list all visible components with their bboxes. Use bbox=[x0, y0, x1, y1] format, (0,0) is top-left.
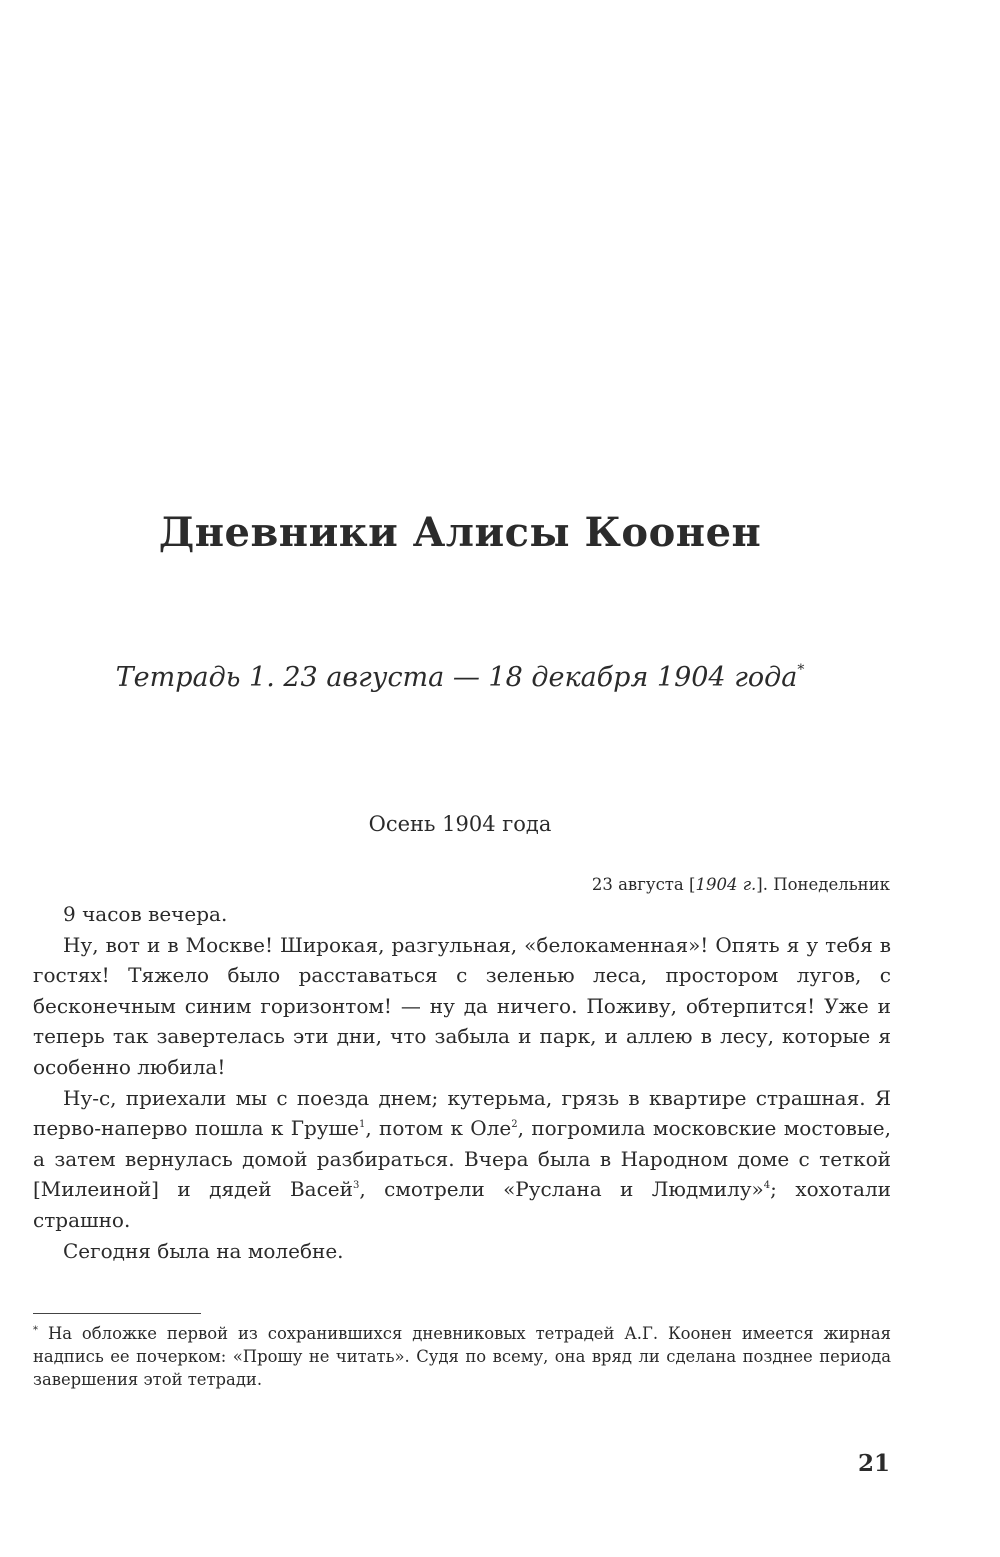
footnote-divider bbox=[33, 1313, 201, 1314]
paragraph-text: ; хохотали страшно. bbox=[33, 1177, 891, 1232]
paragraph-text: , потом к Оле bbox=[365, 1116, 512, 1141]
notebook-subtitle bbox=[0, 662, 920, 693]
paragraph-text: Ну-с, приехали мы с поезда днем; кутерьма, грязь в квартире страшная. Я перво-наперво пошла к Груше bbox=[33, 1085, 891, 1141]
footnote-ref-2[interactable]: 2 bbox=[511, 1119, 518, 1131]
paragraph-first-day bbox=[33, 1083, 891, 1236]
paragraph-time: 9 часов вечера. bbox=[63, 902, 228, 926]
footnote bbox=[33, 1322, 891, 1391]
subtitle-footnote-mark: * bbox=[797, 662, 805, 678]
page-title: Дневники Алисы Коонен bbox=[158, 508, 762, 556]
section-heading: Осень 1904 года bbox=[368, 812, 552, 836]
dateline-date: 23 августа [ bbox=[591, 875, 696, 894]
entry-dateline bbox=[592, 875, 890, 894]
page-number: 21 bbox=[857, 1450, 890, 1477]
dateline-weekday: ]. Понедельник bbox=[756, 875, 890, 894]
footnote-ref-4[interactable]: 4 bbox=[763, 1180, 771, 1192]
footnote-ref-1[interactable]: 1 bbox=[358, 1119, 366, 1131]
footnote-text: На обложке первой из сохранившихся дневниковых тетрадей А.Г. Коонен имеется жирная надпись ее почерком: «Прошу не читать». Судя по всему, она вряд ли сделана позднее периода завершения этой тетради. bbox=[33, 1324, 891, 1389]
footnote-ref-3[interactable]: 3 bbox=[352, 1180, 360, 1192]
footnote-mark: * bbox=[33, 1325, 38, 1336]
diary-entry bbox=[33, 899, 891, 1266]
dateline-year: 1904 г. bbox=[695, 875, 757, 894]
paragraph-text: , погромила московские мостовые, а затем вернулась домой разбираться. Вчера была в Народном доме с теткой [Милеиной] и дядей Васей bbox=[33, 1116, 892, 1202]
paragraph-arrival: Ну, вот и в Москве! Широкая, разгульная, «белокаменная»! Опять я у тебя в гостях! Тяжело было расставаться с зеленью леса, простором лугов, с бесконечным синим горизонтом! — ну да ничего. Поживу, обтерпится! Уже и теперь так завертелась эти дни, что забыла и парк, и аллею в лесу, которые я особенно любила! bbox=[33, 932, 891, 1079]
paragraph-today: Сегодня была на молебне. bbox=[63, 1238, 344, 1263]
subtitle-text: Тетрадь 1. 23 августа — 18 декабря 1904 года bbox=[115, 662, 798, 693]
paragraph-text: , смотрели «Руслана и Людмилу» bbox=[359, 1177, 764, 1202]
